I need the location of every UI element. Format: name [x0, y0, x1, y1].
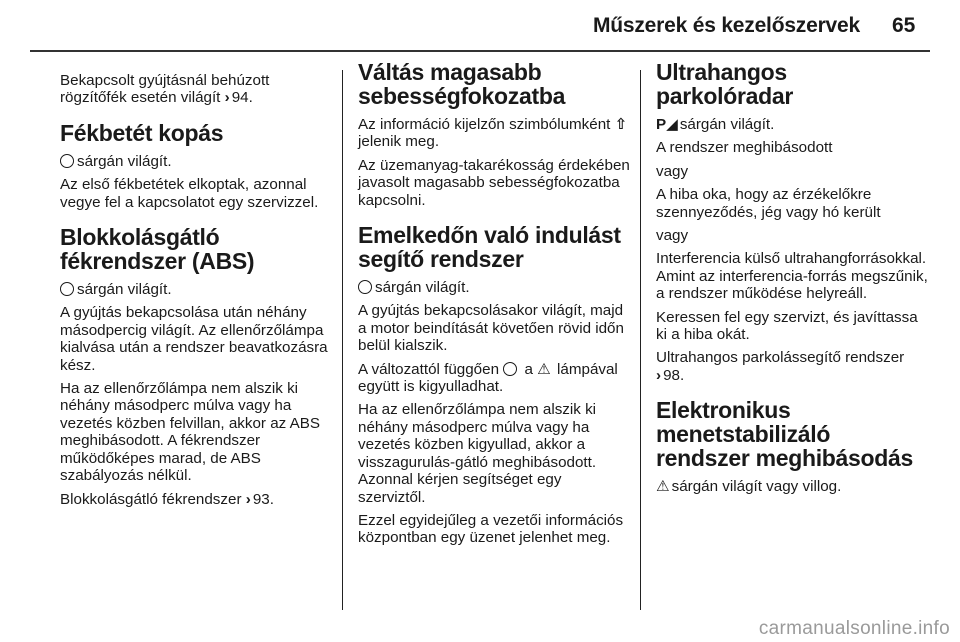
park-radar-or-2: vagy — [656, 227, 689, 245]
hill-start-icon — [503, 362, 517, 376]
reference-arrow-icon: › — [656, 366, 662, 384]
column-divider-2 — [640, 70, 641, 610]
page-number: 65 — [892, 14, 916, 37]
section-title-abs: Blokkolásgátló fékrendszer (ABS) — [60, 224, 255, 275]
park-radar-reference: Ultrahangos parkolássegítő rendszer › 98. — [656, 349, 905, 384]
esc-off-icon: ⚠ — [537, 360, 551, 378]
upshift-icon: ⇧ — [614, 116, 628, 133]
esc-status: ⚠ sárgán világít vagy villog. — [656, 478, 842, 496]
park-radar-or-1: vagy — [656, 162, 689, 180]
reference-arrow-icon: › — [245, 490, 251, 508]
upshift-desc-2: Az üzemanyag-takarékosság érdekében javasolt magasabb sebességfokozatba kapcsolni. — [358, 156, 630, 209]
hill-start-status: sárgán világít. — [358, 279, 630, 296]
watermark: carmanualsonline.info — [758, 618, 950, 639]
abs-reference: Blokkolásgátló fékrendszer › 93. — [60, 490, 274, 508]
section-title-brake-pad-wear: Fékbetét kopás — [60, 119, 224, 146]
brake-pad-status: sárgán világít. — [60, 153, 332, 170]
hill-start-desc-2: A változattól függően a ⚠ lámpával együtt is kigyulladhat. — [358, 360, 618, 396]
hill-start-desc-3: Ha az ellenőrzőlámpa nem alszik ki néhány másodperc múlva vagy ha vezetés közben kigyullad, akkor a visszagurulás-gátló meghibásodott. Azonnal kérjen segítséget egy szerviztől. — [358, 401, 597, 506]
hill-start-desc-1: A gyújtás bekapcsolásakor világít, majd a motor beindítását követően rövid időn belül kialszik. — [358, 302, 624, 355]
column-2 — [358, 60, 630, 553]
abs-page-link[interactable]: 93. — [252, 490, 274, 508]
park-radar-desc-3: Interferencia külső ultrahangforrásokkal. Amint az interferencia-forrás megszűnik, a rendszer működése helyreáll. — [656, 250, 928, 303]
section-title-esc-fault: Elektronikus menetstabilizáló rendszer meghibásodás — [656, 397, 914, 472]
esc-off-icon: ⚠ — [656, 478, 670, 496]
page-header-title: Műszerek és kezelőszervek — [592, 14, 860, 37]
park-radar-desc-1: A rendszer meghibásodott — [656, 139, 833, 157]
brake-pad-icon — [60, 154, 74, 168]
abs-status: sárgán világít. — [60, 281, 332, 298]
brake-pad-desc: Az első fékbetétek elkoptak, azonnal vegye fel a kapcsolatot egy szervizzel. — [60, 176, 319, 211]
intro-text: Bekapcsolt gyújtásnál behúzott rögzítőfék esetén világít — [60, 72, 270, 107]
reference-arrow-icon: › — [224, 89, 230, 107]
park-radar-desc-2: A hiba oka, hogy az érzékelőkre szennyeződés, jég vagy hó került — [656, 186, 881, 221]
intro-page-link[interactable]: 94. — [231, 89, 253, 107]
park-radar-icon: P◢ — [656, 116, 678, 133]
section-title-hill-start: Emelkedőn való indulást segítő rendszer — [358, 222, 621, 273]
section-title-upshift: Váltás magasabb sebességfokozatba — [358, 59, 566, 109]
section-title-park-radar: Ultrahangos parkolóradar — [656, 59, 794, 109]
column-1 — [60, 72, 332, 514]
hill-start-icon — [358, 280, 372, 294]
column-3 — [656, 60, 928, 502]
abs-desc-2: Ha az ellenőrzőlámpa nem alszik ki néhány másodperc múlva vagy ha vezetés közben felvillan, akkor az ABS meghibásodott. A fékrendszer működőképes marad, de ABS szabályozás nélkül. — [60, 380, 321, 485]
park-radar-page-link[interactable]: 98. — [663, 366, 685, 384]
upshift-desc-1: Az információ kijelzőn szimbólumként ⇧ jelenik meg. — [358, 116, 628, 151]
intro-paragraph — [60, 72, 332, 107]
hill-start-desc-4: Ezzel egyidejűleg a vezetői információs központban egy üzenet jelenhet meg. — [358, 511, 624, 547]
column-divider-1 — [342, 70, 343, 610]
park-radar-desc-4: Keressen fel egy szervizt, és javíttassa ki a hiba okát. — [656, 308, 918, 344]
header-rule — [30, 50, 930, 52]
park-radar-status: P◢ sárgán világít. — [656, 116, 775, 133]
abs-desc-1: A gyújtás bekapcsolása után néhány másodpercig világít. Az ellenőrzőlámpa kialvása után a rendszer beavatkozásra kész. — [60, 304, 328, 374]
abs-icon — [60, 282, 74, 296]
